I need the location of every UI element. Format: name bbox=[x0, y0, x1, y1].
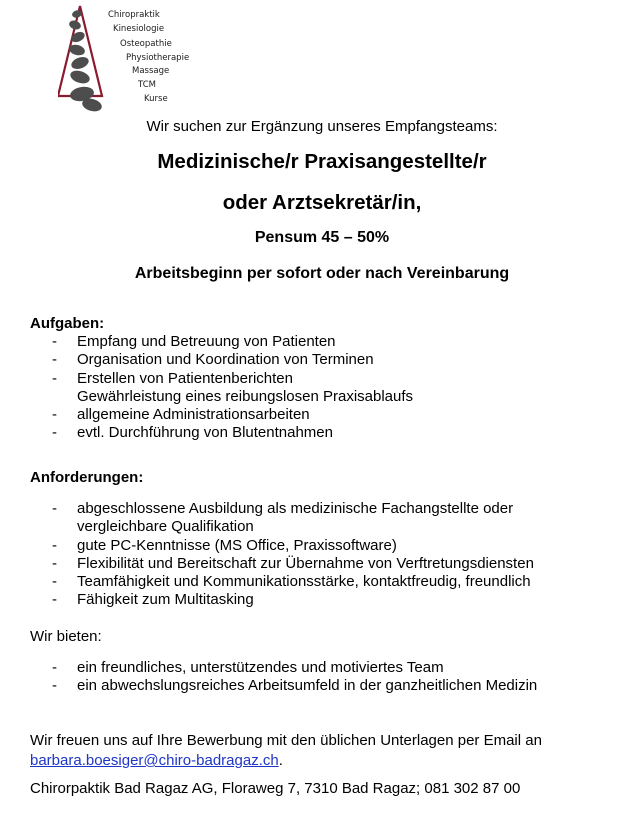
list-item bbox=[0, 406, 413, 424]
logo-service-label: Massage bbox=[132, 66, 170, 76]
workload-pensum: Pensum 45 – 50% bbox=[254, 229, 390, 246]
list-item bbox=[0, 351, 413, 369]
list-item-text: Gewährleistung eines reibungslosen Praxisablaufs bbox=[77, 387, 414, 405]
start-date-line: Arbeitsbeginn per sofort oder nach Vereinbarung bbox=[134, 265, 510, 282]
intro-line: Wir suchen zur Ergänzung unseres Empfangsteams: bbox=[146, 118, 498, 135]
list-item-text: vergleichbare Qualifikation bbox=[77, 518, 254, 536]
logo-service-label: Kinesiologie bbox=[113, 24, 165, 34]
job-title-heading-alt: oder Arztsekretär/in, bbox=[222, 191, 422, 214]
list-item-text: Erstellen von Patientenberichten bbox=[77, 369, 293, 387]
list-item bbox=[0, 370, 413, 407]
list-item-text: Empfang und Betreuung von Patienten bbox=[77, 333, 336, 350]
list-item bbox=[0, 537, 534, 555]
list-item-text: ein freundliches, unterstützendes und motiviertes Team bbox=[77, 659, 444, 676]
list-item bbox=[0, 659, 537, 677]
list-item-text: Flexibilität und Bereitschaft zur Übernahme von Verftretungsdiensten bbox=[77, 554, 534, 572]
list-item bbox=[0, 500, 534, 537]
closing-paragraph bbox=[30, 731, 542, 771]
closing-period: . bbox=[278, 752, 283, 769]
bullet-dash: - bbox=[52, 573, 57, 591]
aufgaben-list bbox=[0, 333, 413, 443]
section-title-bieten: Wir bieten: bbox=[30, 628, 102, 645]
email-link[interactable]: barbara.boesiger@chiro-badragaz.ch bbox=[30, 752, 279, 769]
list-item bbox=[0, 555, 534, 573]
bullet-dash: - bbox=[52, 554, 57, 572]
bullet-dash: - bbox=[52, 351, 57, 369]
section-title-aufgaben: Aufgaben: bbox=[30, 315, 105, 332]
section-title-anforderungen: Anforderungen: bbox=[30, 469, 144, 486]
logo-service-label: TCM bbox=[138, 80, 156, 90]
list-item bbox=[0, 424, 413, 442]
bullet-dash: - bbox=[52, 333, 57, 350]
bullet-dash: - bbox=[52, 591, 57, 609]
practice-logo bbox=[58, 4, 198, 116]
job-title-heading: Medizinische/r Praxisangestellte/r bbox=[157, 150, 487, 173]
list-item bbox=[0, 591, 534, 609]
list-item-text: ein abwechslungsreiches Arbeitsumfeld in der ganzheitlichen Medizin bbox=[77, 677, 538, 695]
list-item bbox=[0, 333, 413, 351]
bullet-dash: - bbox=[52, 406, 57, 424]
list-item bbox=[0, 677, 537, 695]
anforderungen-list bbox=[0, 500, 534, 610]
logo-service-label: Osteopathie bbox=[120, 39, 172, 49]
logo-service-label: Chiropraktik bbox=[108, 10, 160, 20]
list-item-text: allgemeine Administrationsarbeiten bbox=[77, 406, 310, 424]
list-item-text: gute PC-Kenntnisse (MS Office, Praxissoftware) bbox=[77, 536, 397, 554]
footer-address: Chirorpaktik Bad Ragaz AG, Floraweg 7, 7310 Bad Ragaz; 081 302 87 00 bbox=[30, 780, 521, 797]
logo-service-label: Kurse bbox=[144, 94, 168, 104]
closing-text: Wir freuen uns auf Ihre Bewerbung mit den üblichen Unterlagen per Email an bbox=[30, 732, 542, 749]
list-item-text: Teamfähigkeit und Kommunikationsstärke, kontaktfreudig, freundlich bbox=[77, 573, 531, 591]
bullet-dash: - bbox=[52, 536, 57, 554]
logo-service-label: Physiotherapie bbox=[126, 53, 190, 63]
list-item bbox=[0, 573, 534, 591]
bullet-dash: - bbox=[52, 369, 57, 387]
bieten-list bbox=[0, 659, 537, 696]
bullet-dash: - bbox=[52, 677, 57, 695]
bullet-dash: - bbox=[52, 500, 57, 517]
list-item-text: Fähigkeit zum Multitasking bbox=[77, 591, 254, 609]
list-item-text: evtl. Durchführung von Blutentnahmen bbox=[77, 424, 333, 442]
list-item-text: Organisation und Koordination von Terminen bbox=[77, 351, 374, 369]
bullet-dash: - bbox=[52, 659, 57, 676]
bullet-dash: - bbox=[52, 424, 57, 442]
list-item-text: abgeschlossene Ausbildung als medizinische Fachangstellte oder bbox=[77, 500, 514, 517]
